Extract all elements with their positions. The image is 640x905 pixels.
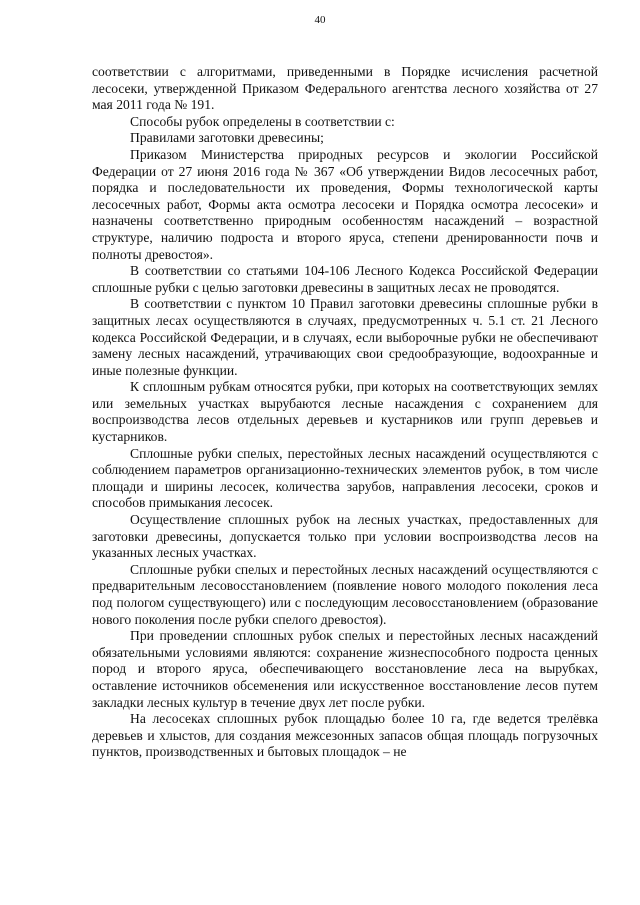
paragraph: Сплошные рубки спелых и перестойных лесных насаждений осуществляются с предварительным лесовосстановлением (появление нового молодого поколения леса под пологом существующего) или с последующим лесовосстановлением (образование нового поколения после рубки спелого древостоя). bbox=[92, 561, 598, 627]
paragraph: Осуществление сплошных рубок на лесных участках, предоставленных для заготовки древесины, допускается только при условии воспроизводства лесов на указанных лесных участках. bbox=[92, 512, 598, 561]
paragraph: Способы рубок определены в соответствии с: bbox=[130, 113, 395, 129]
paragraph: В соответствии со статьями 104-106 Лесного Кодекса Российской Федерации сплошные рубки с целью заготовки древесины в защитных лесах не проводятся. bbox=[92, 263, 598, 295]
paragraph: В соответствии с пунктом 10 Правил заготовки древесины сплошные рубки в защитных лесах осуществляются в случаях, предусмотренных ч. 5.1 ст. 21 Лесного кодекса Российской Федерации, и в случаях, если выборочные рубки не обеспечивают замену лесных насаждений, утрачивающих свои средообразующие, водоохранные и иные полезные функции. bbox=[92, 296, 598, 378]
paragraph: К сплошным рубкам относятся рубки, при которых на соответствующих землях или земельных участках вырубаются лесные насаждения с сохранением для воспроизводства лесов отдельных деревьев и кустарников или групп деревьев и кустарников. bbox=[92, 379, 598, 445]
paragraph: При проведении сплошных рубок спелых и перестойных лесных насаждений обязательными условиями являются: сохранение жизнеспособного подроста ценных пород и второго яруса, обеспечивающего восстановление леса на вырубках, оставление источников обсеменения или искусственное восстановление лесов путем закладки лесных культур в течение двух лет после рубки. bbox=[92, 628, 598, 710]
paragraph: соответствии с алгоритмами, приведенными в Порядке исчисления расчетной лесосеки, утвержденной Приказом Федерального агентства лесного хозяйства от 27 мая 2011 года № 191. bbox=[92, 64, 598, 113]
page-number: 40 bbox=[314, 14, 326, 26]
paragraph: Приказом Министерства природных ресурсов и экологии Российской Федерации от 27 июня 2016 года № 367 «Об утверждении Видов лесосечных работ, порядка и последовательности их проведения, Формы технологической карты лесосечных работ, Формы акта осмотра лесосеки и Порядка осмотра лесосеки» и назначены соответственно природным особенностям насаждений – возрастной структуре, наличию подроста и второго яруса, степени дренированности почв и полноты древостоя». bbox=[92, 146, 598, 262]
paragraph: Сплошные рубки спелых, перестойных лесных насаждений осуществляются с соблюдением параметров организационно-технических элементов рубок, в том числе площади и ширины лесосек, количества зарубов, направления лесосеки, сроков и способов примыкания лесосек. bbox=[92, 445, 598, 511]
paragraph: Правилами заготовки древесины; bbox=[130, 130, 324, 146]
paragraph: На лесосеках сплошных рубок площадью более 10 га, где ведется трелёвка деревьев и хлыстов, для создания межсезонных запасов общая площадь погрузочных пунктов, производственных и бытовых площадок – не bbox=[92, 711, 598, 760]
document-body bbox=[92, 64, 598, 761]
